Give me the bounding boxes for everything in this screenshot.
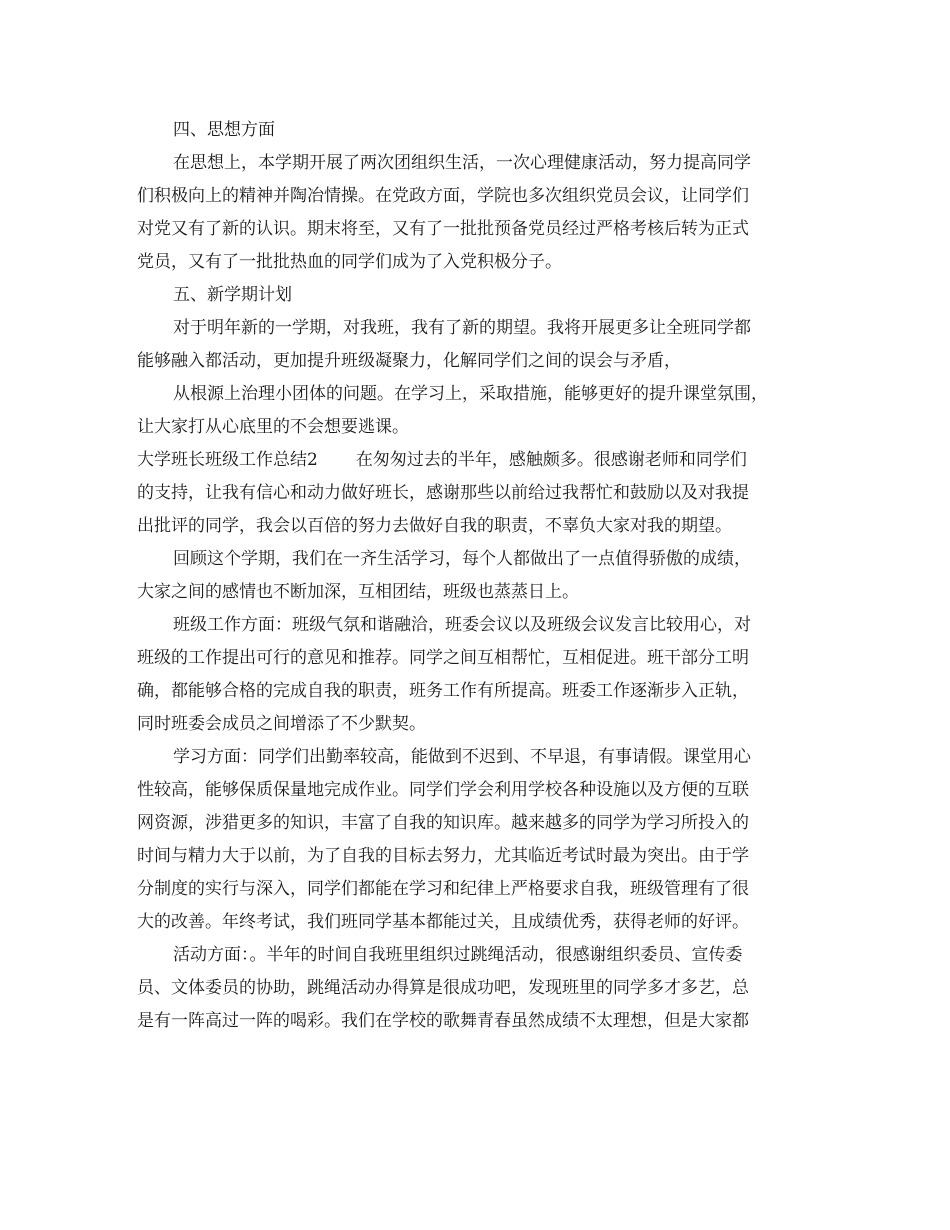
summary-title-line	[137, 448, 817, 472]
summary-title: 大学班长班级工作总结2	[137, 450, 318, 470]
paragraph-line: 让大家打从心底里的不会想要逃课。	[137, 417, 409, 437]
paragraph-line: 是有一阵高过一阵的喝彩。我们在学校的歌舞青春虽然成绩不太理想，但是大家都	[137, 1011, 749, 1031]
paragraph-line: 从根源上治理小团体的问题。在学习上，采取措施，能够更好的提升课堂氛围，	[173, 384, 768, 404]
paragraph-line: 在思想上，本学期开展了两次团组织生活，一次心理健康活动，努力提高同学	[173, 153, 751, 173]
paragraph-line: 能够融入都活动，更加提升班级凝聚力，化解同学们之间的误会与矛盾，	[137, 351, 681, 371]
paragraph-text: 在匆匆过去的半年，感触颇多。很感谢老师和同学们	[355, 450, 747, 470]
paragraph-line: 大的改善。年终考试，我们班同学基本都能过关，且成绩优秀，获得老师的好评。	[137, 912, 749, 932]
paragraph-line: 活动方面：。半年的时间自我班里组织过跳绳活动，很感谢组织委员、宣传委	[173, 945, 743, 965]
paragraph-line: 出批评的同学，我会以百倍的努力去做好自我的职责，不辜负大家对我的期望。	[137, 516, 732, 536]
paragraph-line: 回顾这个学期，我们在一齐生活学习，每个人都做出了一点值得骄傲的成绩，	[173, 549, 751, 569]
paragraph-line: 对党又有了新的认识。期末将至，又有了一批批预备党员经过严格考核后转为正式	[137, 219, 749, 239]
paragraph-line: 分制度的实行与深入，同学们都能在学习和纪律上严格要求自我，班级管理有了很	[137, 879, 749, 899]
paragraph-line: 网资源，涉猎更多的知识，丰富了自我的知识库。越来越多的同学为学习所投入的	[137, 813, 749, 833]
paragraph-line: 班级工作方面：班级气氛和谐融洽，班委会议以及班级会议发言比较用心，对	[173, 615, 751, 635]
section-heading-thought: 四、思想方面	[173, 120, 275, 140]
paragraph-line: 同时班委会成员之间增添了不少默契。	[137, 714, 426, 734]
paragraph-line: 对于明年新的一学期，对我班，我有了新的期望。我将开展更多让全班同学都	[173, 318, 751, 338]
paragraph-line: 员、文体委员的协助，跳绳活动办得算是很成功吧，发现班里的同学多才多艺，总	[137, 978, 749, 998]
paragraph-line: 们积极向上的精神并陶冶情操。在党政方面，学院也多次组织党员会议，让同学们	[137, 186, 749, 206]
paragraph-line: 学习方面：同学们出勤率较高，能做到不迟到、不早退，有事请假。课堂用心	[173, 747, 751, 767]
paragraph-line: 班级的工作提出可行的意见和推荐。同学之间互相帮忙，互相促进。班干部分工明	[137, 648, 749, 668]
paragraph-line: 的支持，让我有信心和动力做好班长，感谢那些以前给过我帮忙和鼓励以及对我提	[137, 483, 749, 503]
section-heading-plan: 五、新学期计划	[173, 285, 292, 305]
paragraph-line: 性较高，能够保质保量地完成作业。同学们学会利用学校各种设施以及方便的互联	[137, 780, 749, 800]
paragraph-line: 时间与精力大于以前，为了自我的目标去努力，尤其临近考试时最为突出。由于学	[137, 846, 749, 866]
paragraph-line: 大家之间的感情也不断加深，互相团结，班级也蒸蒸日上。	[137, 582, 579, 602]
paragraph-line: 党员，又有了一批批热血的同学们成为了入党积极分子。	[137, 252, 562, 272]
paragraph-line: 确，都能够合格的完成自我的职责，班务工作有所提高。班委工作逐渐步入正轨，	[137, 681, 749, 701]
